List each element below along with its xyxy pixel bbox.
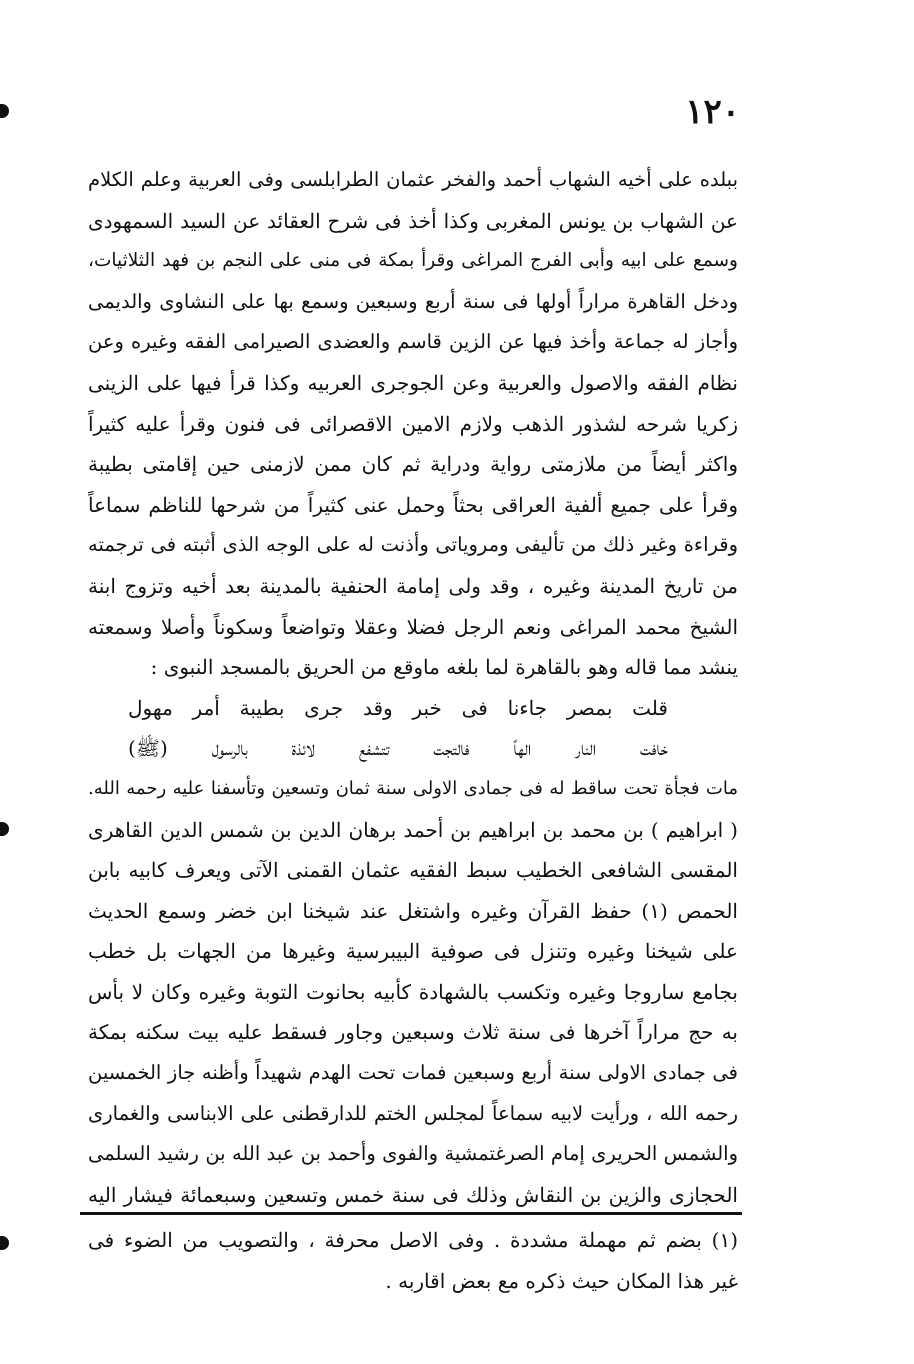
text-line: الشيخ محمد المراغى ونعم الرجل فضلا وعقلا وتواضعاً وسكوناً وأصلا وسمعته <box>88 614 738 639</box>
binding-mark <box>0 822 9 836</box>
page-number: ١٢٠ <box>685 92 740 132</box>
text-line: من تاريخ المدينة وغيره ، وقد ولى إمامة الحنفية بالمدينة بعد أخيه وتزوج ابنة <box>88 573 738 598</box>
text-line: والشمس الحريرى إمام الصرغتمشية والفوى وأحمد بن عبد الله بن رشيد السلمى <box>88 1142 738 1166</box>
binding-mark <box>0 104 9 118</box>
footnote-line: (١) بضم ثم مهملة مشددة . وفى الاصل محرفة ، والتصويب من الضوء فى <box>88 1228 738 1252</box>
text-line: وسمع على ابيه وأبى الفرج المراغى وقرأ بمكة فى منى على النجم بن فهد الثلاثيات، <box>88 250 738 272</box>
footnote-separator <box>80 1212 742 1215</box>
text-line: فى جمادى الاولى سنة أربع وسبعين فمات تحت الهدم شهيداً وأظنه جاز الخمسين <box>88 1061 738 1085</box>
text-line: ينشد مما قاله وهو بالقاهرة لما بلغه ماوقع من الحريق بالمسجد النبوى : <box>150 655 738 680</box>
text-line: رحمه الله ، ورأيت لابيه سماعاً لمجلس الختم للدارقطنى على الابناسى والغمارى <box>88 1101 738 1125</box>
poem-verse: خافت النار الهاً فالتجت تتشفع لائذة بالرسول (ﷺ) <box>128 736 668 761</box>
text-line: ببلده على أخيه الشهاب أحمد والفخر عثمان الطرابلسى وفى العربية وعلم الكلام <box>88 168 738 191</box>
text-line: الحجازى والزين بن النقاش وذلك فى سنة خمس وتسعين وسبعمائة فيشار اليه <box>88 1182 738 1207</box>
binding-mark <box>0 1236 9 1250</box>
text-line: الحمص (١) حفظ القرآن وغيره واشتغل عند شيخنا ابن خضر وسمع الحديث <box>88 898 738 923</box>
text-line: وقرأ على جميع ألفية العراقى بحثاً وحمل عنى كثيراً من شرحها للناظم سماعاً <box>88 492 738 517</box>
text-line: المقسى الشافعى الخطيب سبط الفقيه عثمان القمنى الآتى ويعرف كابيه بابن <box>88 858 738 883</box>
text-line: وقراءة وغير ذلك من تأليفى ومروياتى وأذنت له على الوجه الذى أثبته فى ترجمته <box>88 533 738 557</box>
text-line: به حج مراراً آخرها فى سنة ثلاث وسبعين وجاور فسقط عليه بيت سكنه بمكة <box>88 1020 738 1045</box>
text-line: نظام الفقه والاصول والعربية وعن الجوجرى العربيه وكذا قرأ فيها على الزينى <box>88 370 738 395</box>
poem-verse: قلت بمصر جاءنا فى خبر وقد جرى بطيبة أمر مهول <box>128 695 668 720</box>
text-line: زكريا شرحه لشذور الذهب ولازم الامين الاقصرائى فى فنون وقرأ عليه كثيراً <box>88 411 738 436</box>
text-line: مات فجأة تحت ساقط له فى جمادى الاولى سنة ثمان وتسعين وتأسفنا عليه رحمه الله. <box>88 777 738 799</box>
text-line: على شيخنا وغيره وتنزل فى صوفية البيبرسية وغيرها من الجهات بل خطب <box>88 939 738 964</box>
main-text-block <box>88 160 738 1215</box>
footnote-block <box>88 1222 738 1303</box>
entry-heading-line: ( ابراهيم ) بن محمد بن ابراهيم بن أحمد برهان الدين بن شمس الدين القاهرى <box>88 817 738 842</box>
text-line: ودخل القاهرة مراراً أولها فى سنة أربع وسبعين وسمع بها على النشاوى والديمى <box>88 289 738 313</box>
text-line: عن الشهاب بن يونس المغربى وكذا أخذ فى شرح العقائد عن السيد السمهودى <box>88 208 738 233</box>
text-line: وأجاز له جماعة وأخذ فيها عن الزين قاسم والعضدى الصيرامى الفقه وغيره وعن <box>88 330 738 354</box>
text-line: واكثر أيضاً من ملازمتى رواية ودراية ثم كان ممن لازمنى حين إقامتى بطيبة <box>88 452 738 477</box>
text-line: بجامع ساروجا وغيره وتكسب بالشهادة كأبيه بحانوت التوبة وغيره وكان لا بأس <box>88 979 738 1004</box>
footnote-line: غير هذا المكان حيث ذكره مع بعض اقاربه . <box>385 1268 738 1293</box>
